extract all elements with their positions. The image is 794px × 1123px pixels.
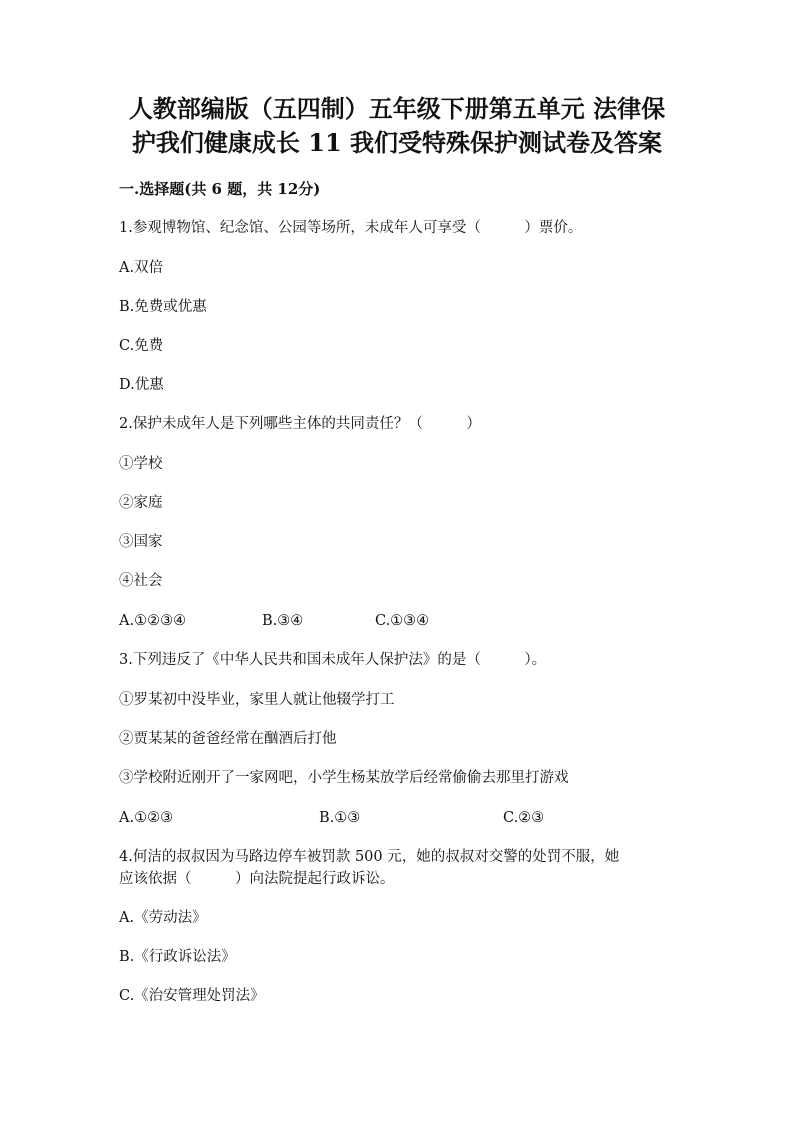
question-2-option-c: C.①③④ xyxy=(375,613,430,629)
question-3-item-2: ②贾某某的爸爸经常在酗酒后打他 xyxy=(119,731,337,747)
question-2-item-4: ④社会 xyxy=(119,573,163,589)
question-3-item-1: ①罗某初中没毕业，家里人就让他辍学打工 xyxy=(119,692,395,708)
question-2-option-b: B.③④ xyxy=(262,613,304,629)
question-1-option-b: B.免费或优惠 xyxy=(119,299,207,315)
question-3-option-a: A.①②③ xyxy=(119,810,174,826)
question-4-option-c: C.《治安管理处罚法》 xyxy=(119,988,265,1004)
question-2-stem: 2.保护未成年人是下列哪些主体的共同责任？（ ） xyxy=(119,416,481,432)
question-4-option-a: A.《劳动法》 xyxy=(119,910,207,926)
question-2-item-2: ②家庭 xyxy=(119,495,163,511)
question-4-stem-line-1: 4.何洁的叔叔因为马路边停车被罚款 500 元，她的叔叔对交警的处罚不服，她 xyxy=(119,849,620,865)
question-4-option-b: B.《行政诉讼法》 xyxy=(119,949,236,965)
question-3-item-3: ③学校附近刚开了一家网吧，小学生杨某放学后经常偷偷去那里打游戏 xyxy=(119,770,569,786)
question-2-item-1: ①学校 xyxy=(119,456,163,472)
question-2-option-a: A.①②③④ xyxy=(119,613,187,629)
question-3-option-c: C.②③ xyxy=(503,810,545,826)
question-2-item-3: ③国家 xyxy=(119,534,163,550)
question-1-stem: 1.参观博物馆、纪念馆、公园等场所，未成年人可享受（ ）票价。 xyxy=(119,220,583,236)
question-1-option-a: A.双倍 xyxy=(119,260,164,276)
question-1-option-c: C.免费 xyxy=(119,338,164,354)
section-heading: 一.选择题(共 6 题，共 12分) xyxy=(119,180,321,198)
document-title-line-1: 人教部编版（五四制）五年级下册第五单元 法律保 xyxy=(128,94,666,123)
document-title-line-2: 护我们健康成长 11 我们受特殊保护测试卷及答案 xyxy=(131,128,663,157)
question-4-stem-line-2: 应该依据（ ）向法院提起行政诉讼。 xyxy=(119,871,395,887)
question-3-stem: 3.下列违反了《中华人民共和国未成年人保护法》的是（ ）。 xyxy=(119,652,547,668)
question-1-option-d: D.优惠 xyxy=(119,377,164,393)
question-3-option-b: B.①③ xyxy=(319,810,361,826)
